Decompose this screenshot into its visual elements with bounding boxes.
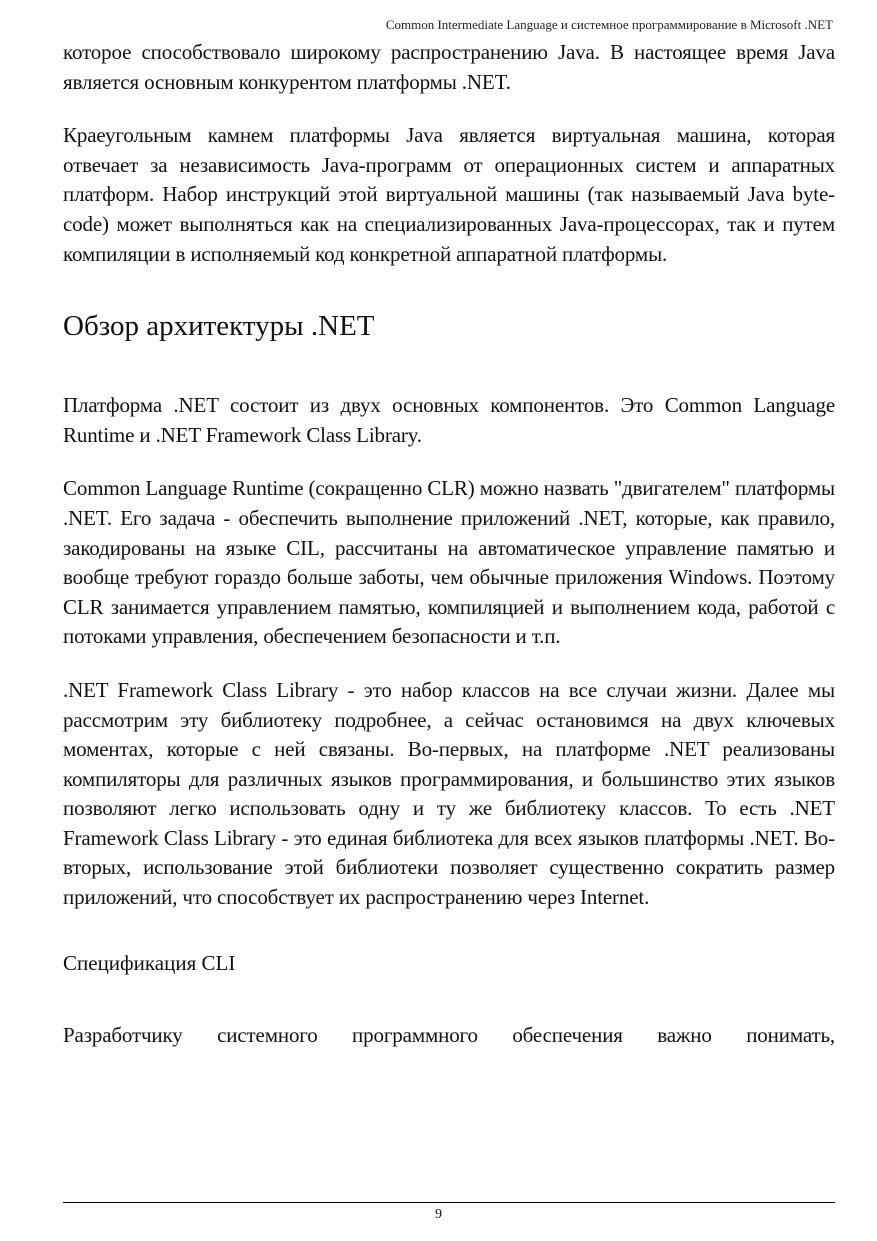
paragraph-class-library: .NET Framework Class Library - это набор классов на все случаи жизни. Далее мы рассмотрим эту библиотеку подробнее, а сейчас остановимся на двух ключевых моментах, которые с ней связаны. Во-первых, на платформе .NET реализованы компиляторы для различных языков программирования, и большинство этих языков позволяют легко использовать одну и ту же библиотеку классов. То есть .NET Framework Class Library - это единая библиотека для всех языков платформы .NET. Во-вторых, использование этой библиотеки позволяет существенно сократить размер приложений, что способствует их распространению через Internet. [63,677,835,910]
page-number: 9 [435,1207,442,1222]
subsection-heading-cli: Спецификация CLI [63,950,236,975]
page-body [63,38,835,1050]
paragraph-java-spread: которое способствовало широкому распространению Java. В настоящее время Java является основным конкурентом платформы .NET. [63,40,835,94]
paragraph-java-vm: Краеугольным камнем платформы Java является виртуальная машина, которая отвечает за независимость Java-программ от операционных систем и аппаратных платформ. Набор инструкций этой виртуальной машины (так называемый Java byte-code) может выполняться как на специализированных Java-процессорах, так и путем компиляции в исполняемый код конкретной аппаратной платформы. [63,123,835,266]
paragraph-cli-intro: Разработчику системного программного обеспечения важно понимать, [63,1022,835,1047]
paragraph-clr: Common Language Runtime (сокращенно CLR) можно назвать "двигателем" платформы .NET. Его задача - обеспечить выполнение приложений .NET, которые, как правило, закодированы на языке CIL, рассчитаны на автоматическое управление памятью и вообще требуют гораздо больше заботы, чем обычные приложения Windows. Поэтому CLR занимается управлением памятью, компиляцией и выполнением кода, работой с потоками управления, обеспечением безопасности и т.п. [63,476,835,649]
running-header: Common Intermediate Language и системное программирование в Microsoft .NET [385,17,833,32]
paragraph-net-components: Платформа .NET состоит из двух основных компонентов. Это Common Language Runtime и .NET Framework Class Library. [63,393,835,447]
section-heading-overview: Обзор архитектуры .NET [63,310,375,343]
footer-divider [63,1202,835,1203]
